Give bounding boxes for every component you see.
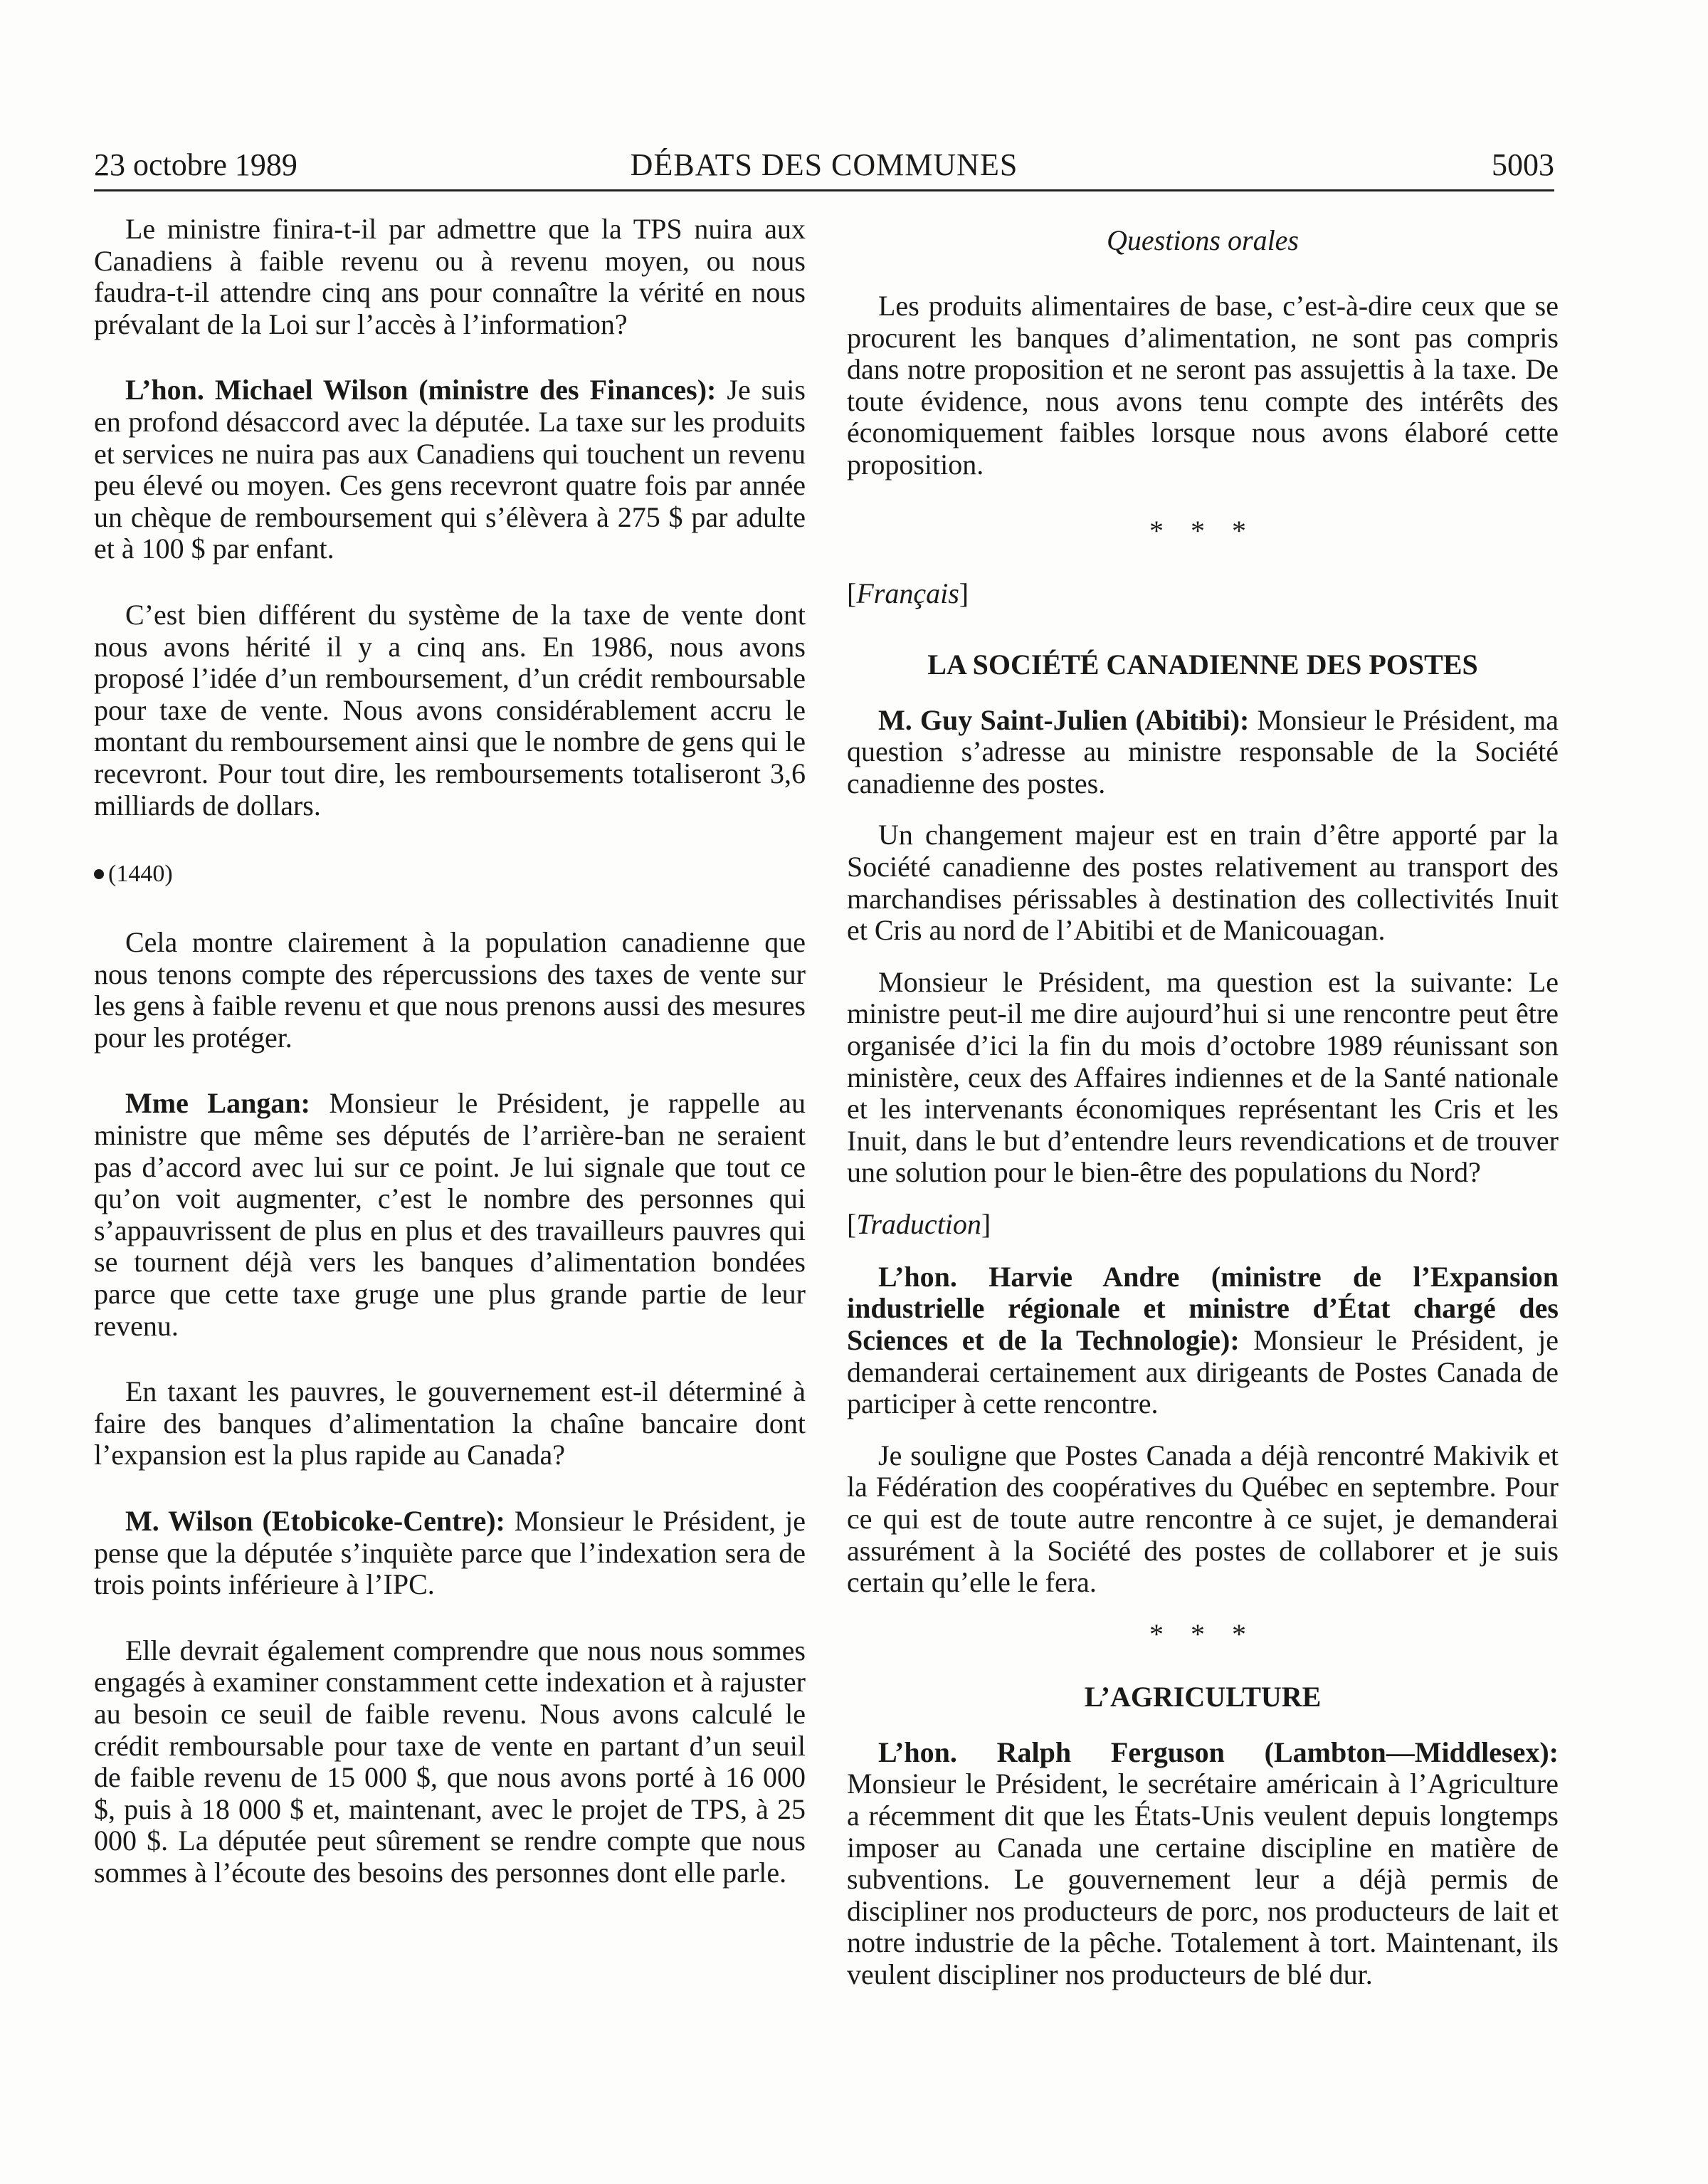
section-separator: * * * xyxy=(1149,514,1256,547)
paragraph: Je souligne que Postes Canada a déjà rencontré Makivik et la Fédération des coopératives du Québec en septembre. Pour ce qui est de toute autre rencontre à ce sujet, je demanderai assurément à la Société des postes de collaborer et je suis certain qu’elle le fera. xyxy=(847,1439,1559,1599)
time-marker: (1440) xyxy=(94,859,806,890)
paragraph: L’hon. Harvie Andre (ministre de l’Expansion industrielle régionale et ministre d’État chargé des Sciences et de la Technologie): Monsieur le Président, je demanderai certainement aux dirigeants de Postes Canada de participer à cette rencontre. xyxy=(847,1260,1559,1420)
left-column xyxy=(94,214,806,1923)
paragraph: L’hon. Ralph Ferguson (Lambton—Middlesex): Monsieur le Président, le secrétaire américain à l’Agriculture a récemment dit que les États-Unis veulent depuis longtemps imposer au Canada une certaine discipline en matière de subventions. Le gouvernement leur a déjà permis de discipliner nos producteurs de porc, nos producteurs de lait et notre industrie de la pêche. Totalement à tort. Maintenant, ils veulent discipliner nos producteurs de blé dur. xyxy=(847,1736,1559,1990)
paragraph: Les produits alimentaires de base, c’est-à-dire ceux que se procurent les banques d’alimentation, ne sont pas compris dans notre proposition et ne seront pas assujettis à la taxe. De toute évidence, nous avons tenu compte des intérêts des économiquement faibles lorsque nous avons élaboré cette proposition. xyxy=(847,290,1559,481)
paragraph: Monsieur le Président, ma question est la suivante: Le ministre peut-il me dire aujourd’hui si une rencontre peut être organisée d’ici la fin du mois d’octobre 1989 réunissant son ministère, ceux des Affaires indiennes et de la Santé nationale et les intervenants économiques représentant les Cris et les Inuit, dans le but d’entendre leurs revendications et de trouver une solution pour le bien-être des populations du Nord? xyxy=(847,965,1559,1189)
section-separator: * * * xyxy=(1149,1617,1256,1650)
paragraph: Le ministre finira-t-il par admettre que la TPS nuira aux Canadiens à faible revenu ou à revenu moyen, ou nous faudra-t-il attendre cinq ans pour connaître la vérité en nous prévalant de la Loi sur l’accès à l’information? xyxy=(94,213,806,340)
language-note: [Traduction] xyxy=(847,1207,991,1240)
paragraph: M. Wilson (Etobicoke-Centre): Monsieur le Président, je pense que la députée s’inquiète parce que l’indexation sera de trois points inférieure à l’IPC. xyxy=(94,1505,806,1601)
speaker-name: M. Guy Saint-Julien (Abitibi): xyxy=(878,703,1250,736)
speaker-name: L’hon. Ralph Ferguson (Lambton—Middlesex): xyxy=(878,1736,1559,1768)
paragraph: Mme Langan: Monsieur le Président, je rappelle au ministre que même ses députés de l’arrière-ban ne seraient pas d’accord avec lui sur ce point. Je lui signale que tout ce qu’on voit augmenter, c’est le nombre des personnes qui s’appauvrissent de plus en plus et des travailleurs pauvres qui se tournent déjà vers les banques d’alimentation bondées parce que cette taxe gruge une plus grande partie de leur revenu. xyxy=(94,1087,806,1342)
speaker-name: L’hon. Harvie Andre (ministre de l’Expansion industrielle régionale et ministre d’État chargé des Sciences et de la Technologie): xyxy=(847,1260,1559,1357)
page-number: 5003 xyxy=(1492,147,1554,182)
paragraph: Un changement majeur est en train d’être apporté par la Société canadienne des postes relativement au transport des marchandises périssables à destination des collectivités Inuit et Cris au nord de l’Abitibi et de Manicouagan. xyxy=(847,819,1559,947)
speaker-name: L’hon. Michael Wilson (ministre des Finances): xyxy=(125,374,717,406)
section-heading: LA SOCIÉTÉ CANADIENNE DES POSTES xyxy=(927,648,1478,681)
speaker-name: Mme Langan: xyxy=(125,1087,310,1120)
language-note: [Français] xyxy=(847,577,969,609)
speaker-name: M. Wilson (Etobicoke-Centre): xyxy=(125,1505,505,1537)
paragraph: Cela montre clairement à la population canadienne que nous tenons compte des répercussions des taxes de vente sur les gens à faible revenu et que nous prenons aussi des mesures pour les protéger. xyxy=(94,926,806,1054)
publication-title: DÉBATS DES COMMUNES xyxy=(630,147,1018,182)
paragraph: Elle devrait également comprendre que nous nous sommes engagés à examiner constamment cette indexation et à rajuster au besoin ce seuil de faible revenu. Nous avons calculé le crédit remboursable pour taxe de vente en partant d’un seuil de faible revenu de 15 000 $, que nous avons porté à 16 000 $, puis à 18 000 $ et, maintenant, avec le projet de TPS, à 25 000 $. La députée peut sûrement se rendre compte que nous sommes à l’écoute des besoins des personnes dont elle parle. xyxy=(94,1634,806,1889)
right-column xyxy=(847,214,1559,2011)
paragraph: En taxant les pauvres, le gouvernement est-il déterminé à faire des banques d’alimentation la chaîne bancaire dont l’expansion est la plus rapide au Canada? xyxy=(94,1375,806,1471)
paragraph: L’hon. Michael Wilson (ministre des Finances): Je suis en profond désaccord avec la députée. La taxe sur les produits et services ne nuira pas aux Canadiens qui touchent un revenu peu élevé ou moyen. Ces gens recevront quatre fois par année un chèque de remboursement qui s’élèvera à 275 $ par adulte et à 100 $ par enfant. xyxy=(94,374,806,565)
running-head: Questions orales xyxy=(1107,224,1299,256)
section-heading: L’AGRICULTURE xyxy=(1084,1680,1322,1713)
page-header xyxy=(94,140,1554,191)
paragraph: C’est bien différent du système de la taxe de vente dont nous avons hérité il y a cinq ans. En 1986, nous avons proposé l’idée d’un remboursement, d’un crédit remboursable pour taxe de vente. Nous avons considérablement accru le montant du remboursement ainsi que le nombre de gens qui le recevront. Pour tout dire, les remboursements totaliseront 3,6 milliards de dollars. xyxy=(94,598,806,821)
bullet-icon xyxy=(94,869,104,879)
header-date: 23 octobre 1989 xyxy=(94,147,297,182)
paragraph: M. Guy Saint-Julien (Abitibi): Monsieur le Président, ma question s’adresse au ministre responsable de la Société canadienne des postes. xyxy=(847,703,1559,799)
